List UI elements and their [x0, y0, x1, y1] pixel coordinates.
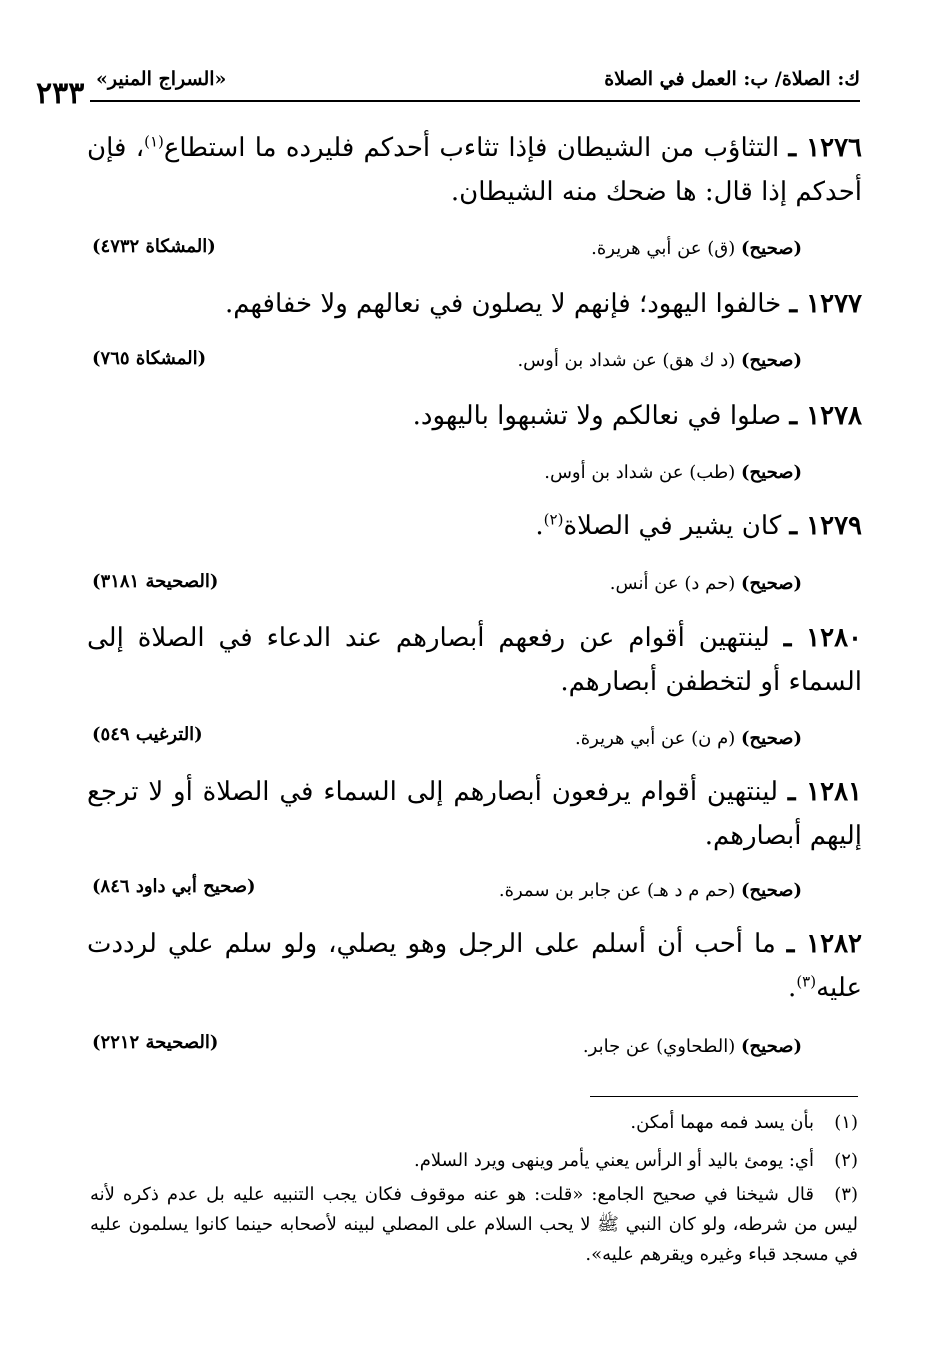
hadith-text-tail: . — [788, 973, 797, 1003]
footnote-text: بأن يسد فمه مهما أمكن. — [630, 1112, 814, 1133]
reference: (المشكاة ٤٧٣٢) — [92, 236, 216, 257]
footnote-number: (٢) — [834, 1150, 858, 1171]
hadith-entry — [87, 504, 862, 548]
footnote — [90, 1146, 858, 1176]
hadith-text: صلوا في نعالكم ولا تشبهوا باليهود. — [412, 401, 782, 431]
running-header-book: «السراج المنير» — [96, 68, 227, 90]
footnote — [90, 1108, 858, 1138]
hadith-text: لينتهين أقوام عن رفعهم أبصارهم عند الدعاء في الصلاة إلى السماء أو لتخطفن أبصارهم. — [87, 623, 862, 697]
footnote-marker[interactable]: (٢) — [543, 510, 564, 529]
hadith-entry — [87, 394, 862, 438]
source-line — [575, 728, 802, 749]
grade: (صحيح) — [741, 462, 802, 483]
source-line — [591, 238, 802, 259]
source: (طب) عن شداد بن أوس. — [544, 462, 736, 483]
hadith-entry — [87, 770, 862, 858]
source-line — [499, 880, 802, 901]
source: (م ن) عن أبي هريرة. — [574, 728, 736, 749]
source: (د ك هق) عن شداد بن أوس. — [517, 350, 736, 371]
reference: (الترغيب ٥٤٩) — [92, 724, 203, 745]
hadith-entry — [87, 616, 862, 704]
running-header-chapter: ك: الصلاة/ ب: العمل في الصلاة — [604, 68, 860, 90]
grade: (صحيح) — [741, 880, 802, 901]
grade: (صحيح) — [741, 350, 802, 371]
page-number: ٢٣٣ — [36, 76, 85, 111]
footnote-text: أي: يومئ باليد أو الرأس يعني يأمر وينهى ويرد السلام. — [414, 1150, 814, 1171]
hadith-text-tail: ، فإن أحدكم إذا قال: ها ضحك منه الشيطان. — [87, 133, 862, 207]
hadith-number: ١٢٨١ ـ — [787, 777, 862, 807]
footnote — [90, 1180, 858, 1270]
footnote-marker[interactable]: (١) — [144, 132, 164, 151]
hadith-text: التثاؤب من الشيطان فإذا تثاءب أحدكم فليرده ما استطاع — [163, 133, 780, 163]
source: (حم م د هـ) عن جابر بن سمرة. — [498, 880, 736, 901]
hadith-number: ١٢٧٦ ـ — [788, 133, 863, 163]
hadith-number: ١٢٨٢ ـ — [786, 929, 862, 959]
reference: (المشكاة ٧٦٥) — [92, 348, 207, 369]
hadith-number: ١٢٨٠ ـ — [783, 623, 863, 653]
hadith-entry — [87, 126, 862, 214]
grade: (صحيح) — [741, 1036, 802, 1057]
hadith-text: ما أحب أن أسلم على الرجل وهو يصلي، ولو سلم علي لرددت عليه — [87, 929, 862, 1003]
grade: (صحيح) — [741, 238, 802, 259]
header-rule — [90, 100, 860, 102]
source: (ق) عن أبي هريرة. — [591, 238, 736, 259]
reference: (صحيح أبي داود ٨٤٦) — [92, 876, 256, 897]
hadith-text-tail: . — [535, 511, 544, 541]
footnote-rule — [590, 1096, 858, 1097]
hadith-text: لينتهين أقوام يرفعون أبصارهم إلى السماء في الصلاة أو لا ترجع إليهم أبصارهم. — [87, 777, 862, 851]
hadith-entry — [87, 922, 862, 1010]
hadith-number: ١٢٧٩ ـ — [789, 511, 862, 541]
grade: (صحيح) — [741, 728, 802, 749]
reference: (الصحيحة ٣١٨١) — [92, 571, 219, 592]
source-line — [610, 573, 802, 594]
source-line — [517, 350, 802, 371]
hadith-entry — [87, 282, 862, 326]
hadith-text: خالفوا اليهود؛ فإنهم لا يصلون في نعالهم ولا خفافهم. — [224, 289, 782, 319]
source-line — [544, 462, 802, 483]
source: (الطحاوي) عن جابر. — [582, 1036, 736, 1057]
footnote-number: (٣) — [834, 1184, 858, 1205]
hadith-text: كان يشير في الصلاة — [563, 511, 782, 541]
hadith-number: ١٢٧٨ ـ — [789, 401, 862, 431]
grade: (صحيح) — [741, 573, 802, 594]
footnote-marker[interactable]: (٣) — [796, 972, 817, 991]
footnote-number: (١) — [834, 1112, 858, 1133]
footnote-text: قال شيخنا في صحيح الجامع: «قلت: هو عنه موقوف فكان يجب التنبيه عليه بل عدم ذكره لأنه ليس من شرطه، ولو كان النبي ﷺ لا يحب السلام على المصلي لبينه لأصحابه حينما كانوا يسلمون عليه في مسجد قباء وغيره ويقرهم عليه». — [90, 1184, 858, 1265]
hadith-number: ١٢٧٧ ـ — [789, 289, 862, 319]
source: (حم د) عن أنس. — [609, 573, 736, 594]
reference: (الصحيحة ٢٢١٢) — [92, 1032, 219, 1053]
source-line — [583, 1036, 802, 1057]
